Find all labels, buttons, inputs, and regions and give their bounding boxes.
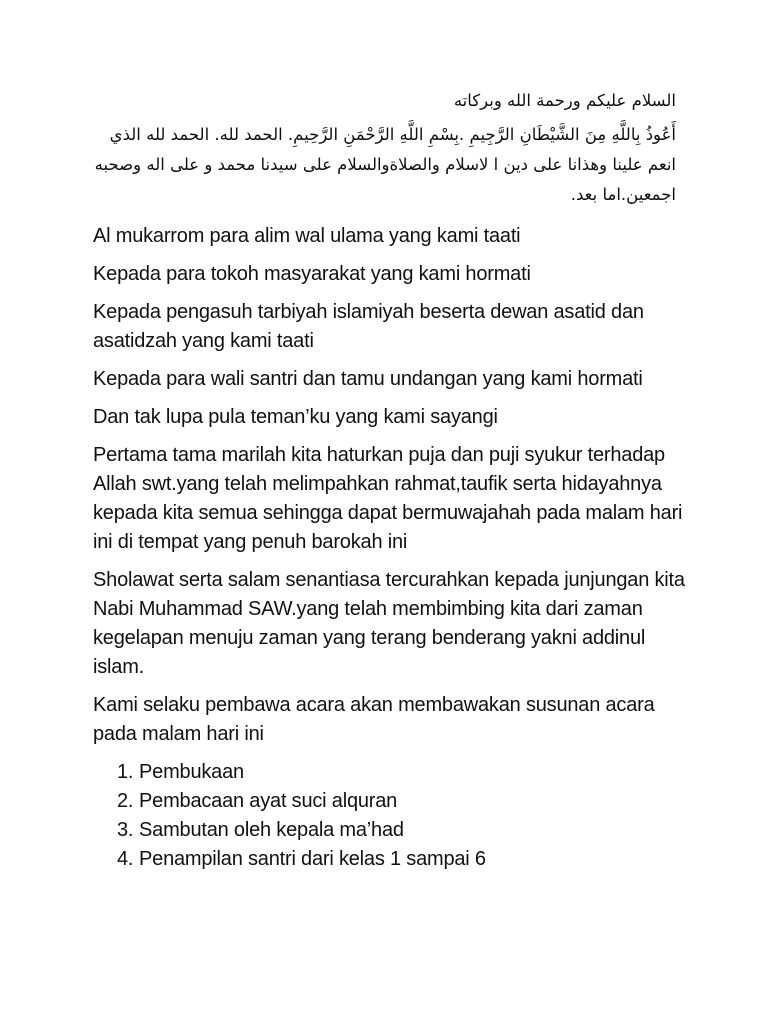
list-item-number: 1. (117, 761, 134, 783)
list-item-text: Penampilan santri dari kelas 1 sampai 6 (139, 848, 486, 870)
body-paragraph: Sholawat serta salam senantiasa tercurahkan kepada junjungan kita Nabi Muhammad SAW.yang telah membimbing kita dari zaman kegelapan menuju zaman yang terang benderang yakni addinul islam. (93, 569, 685, 678)
speech-body (93, 222, 693, 874)
arabic-greeting: السلام عليكم ورحمة الله وبركاته (453, 91, 676, 110)
salutation-line: Dan tak lupa pula teman’ku yang kami sayangi (93, 406, 498, 428)
body-paragraph: Pertama tama marilah kita haturkan puja dan puji syukur terhadap Allah swt.yang telah melimpahkan rahmat,taufik serta hidayahnya kepada kita semua sehingga dapat bermuwajahah pada malam hari ini di tempat yang penuh barokah ini (93, 444, 683, 553)
list-item (117, 845, 693, 874)
salutation-line: Al mukarrom para alim wal ulama yang kami taati (93, 225, 521, 247)
salutation-line: Kepada para wali santri dan tamu undangan yang kami hormati (93, 368, 643, 390)
salutation-line: Kepada pengasuh tarbiyah islamiyah beserta dewan asatid dan asatidzah yang kami taati (93, 301, 644, 352)
list-item-number: 2. (117, 790, 134, 812)
arabic-opening-section (90, 86, 676, 210)
arabic-opening-prayer: أَعُوذُ بِاللَّهِ مِنَ الشَّيْطَانِ الرَّجِيمِ .بِسْمِ اللَّهِ الرَّحْمَنِ الرَّحِيمِ. الحمد لله. الحمد لله الذي انعم علينا وهذانا على دين ا لاسلام والصلاةوالسلام على سيدنا محمد و على اله وصحبه اجمعين.اما بعد. (94, 125, 676, 204)
list-item (117, 758, 693, 787)
list-item-text: Sambutan oleh kepala ma’had (139, 819, 404, 841)
list-item (117, 787, 693, 816)
body-paragraph: Kami selaku pembawa acara akan membawakan susunan acara pada malam hari ini (93, 694, 655, 745)
list-item-number: 4. (117, 848, 134, 870)
list-item-text: Pembacaan ayat suci alquran (139, 790, 398, 812)
list-item-text: Pembukaan (139, 761, 244, 783)
list-item (117, 816, 693, 845)
salutation-line: Kepada para tokoh masyarakat yang kami hormati (93, 263, 531, 285)
agenda-list (93, 758, 693, 874)
list-item-number: 3. (117, 819, 134, 841)
